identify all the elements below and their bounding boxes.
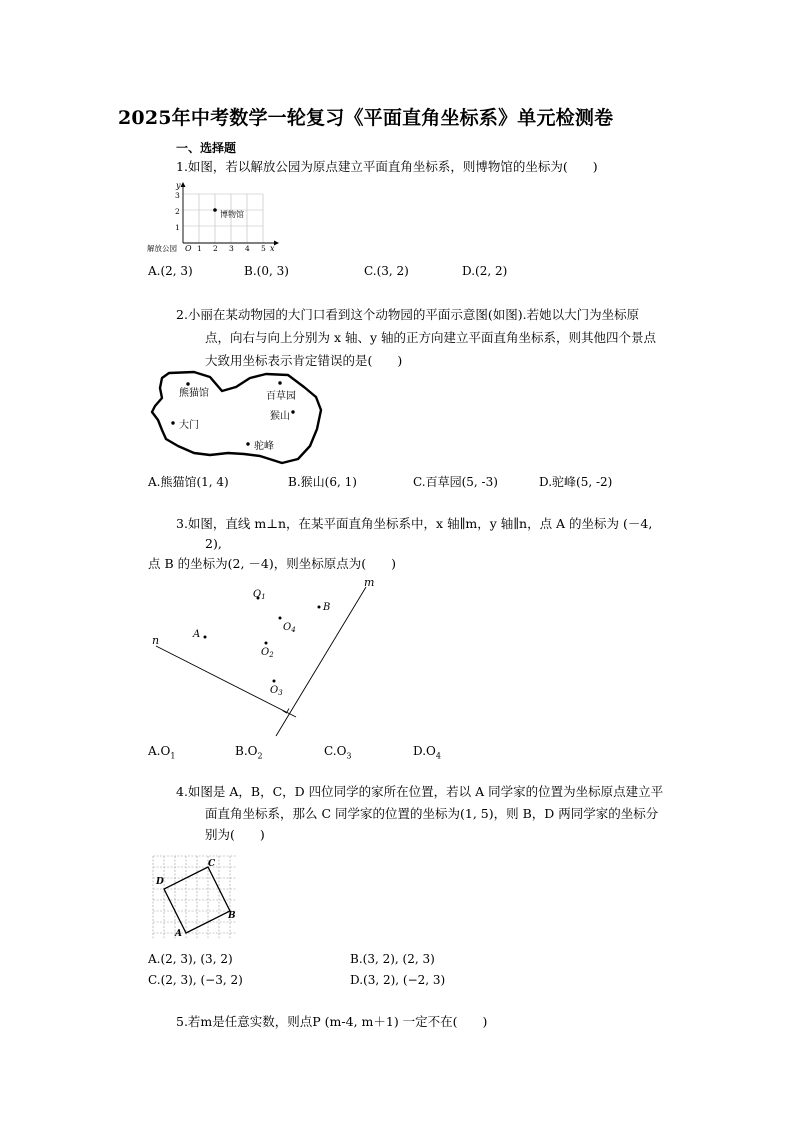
question-3-stem-line: 2),: [205, 536, 222, 551]
x-tick-label: 3: [229, 244, 234, 253]
point-b-label: B: [228, 911, 236, 921]
option-b: B.(3, 2), (2, 3): [350, 952, 435, 966]
question-4-figure: [148, 852, 240, 940]
point-a-label: A: [193, 629, 201, 640]
x-tick-label: 2: [213, 244, 218, 253]
m-label: m: [364, 576, 375, 589]
option-b: B.(0, 3): [244, 264, 289, 278]
option-d: D.驼峰(5, -2): [539, 475, 613, 489]
question-1-stem: 1.如图，若以解放公园为原点建立平面直角坐标系，则博物馆的坐标为( ): [176, 159, 598, 174]
option-c: C.(2, 3), (−3, 2): [148, 973, 243, 987]
question-3-figure: [148, 574, 380, 740]
museum-label: 博物馆: [220, 210, 244, 219]
museum-point: [213, 208, 217, 212]
y-tick-label: 2: [175, 207, 180, 216]
question-4-stem-line: 4.如图是 A，B，C，D 四位同学的家所在位置，若以 A 同学家的位置为坐标原点建立平: [176, 784, 664, 799]
panda-house-label: 熊猫馆: [179, 388, 209, 399]
origin-label: O: [185, 244, 192, 253]
question-2-stem-line: 大致用坐标表示肯定错误的是( ): [205, 353, 403, 368]
option-a: A.熊猫馆(1, 4): [148, 475, 229, 489]
x-axis-label: x: [270, 244, 275, 253]
y-axis-label: y: [176, 181, 181, 190]
point-d-label: D: [156, 877, 164, 887]
point-o4-label: $O_4$: [283, 622, 296, 634]
question-2-zoo-map: [148, 366, 330, 468]
option-d: D.(3, 2), (−2, 3): [350, 973, 446, 987]
question-3-stem-line: 3.如图，直线 m⊥n，在某平面直角坐标系中，x 轴∥m，y 轴∥n，点 A 的坐标为 (－4,: [176, 516, 653, 531]
origin-name: 解放公园: [147, 244, 177, 253]
option-a: $A.O_1$: [148, 744, 176, 761]
section-heading: 一、选择题: [176, 141, 237, 155]
option-c: C.(3, 2): [364, 264, 409, 278]
point-b-label: B: [323, 602, 331, 613]
question-2-stem-line: 2.小丽在某动物园的大门口看到这个动物园的平面示意图(如图).若她以大门为坐标原: [176, 307, 640, 322]
option-d: D.(2, 2): [462, 264, 508, 278]
question-3-stem-line: 点 B 的坐标为(2, －4)，则坐标原点为( ): [148, 556, 396, 571]
question-2-stem-line: 点，向右与向上分别为 x 轴、y 轴的正方向建立平面直角坐标系，则其他四个景点: [205, 330, 657, 345]
question-4-stem-line: 面直角坐标系，那么 C 同学家的位置的坐标为(1, 5)，则 B，D 两同学家的坐标分: [205, 806, 659, 821]
x-tick-label: 5: [261, 244, 266, 253]
y-tick-label: 1: [175, 223, 180, 232]
option-d: $D.O_4$: [413, 744, 441, 761]
question-4-stem-line: 别为( ): [205, 827, 265, 842]
monkey-hill-label: 猴山: [270, 411, 290, 422]
option-c: C.百草园(5, -3): [413, 475, 498, 489]
point-o2-label: $O_2$: [261, 647, 274, 659]
x-tick-label: 1: [197, 244, 202, 253]
question-5-stem: 5.若m是任意实数，则点P (m-4, m＋1) 一定不在( ): [176, 1014, 488, 1029]
n-label: n: [152, 634, 160, 647]
option-a: A.(2, 3): [148, 264, 193, 278]
page-title: 2025年中考数学一轮复习《平面直角坐标系》单元检测卷: [118, 107, 614, 129]
option-b: $B.O_2$: [235, 744, 263, 761]
option-a: A.(2, 3), (3, 2): [148, 952, 233, 966]
point-c-label: C: [208, 859, 216, 869]
question-1-figure: [144, 178, 284, 254]
y-tick-label: 3: [175, 191, 180, 200]
point-o1-label: $O_1$: [253, 589, 266, 601]
x-tick-label: 4: [245, 244, 250, 253]
gate-label: 大门: [179, 420, 199, 431]
option-b: B.猴山(6, 1): [288, 475, 357, 489]
option-c: $C.O_3$: [324, 744, 352, 761]
camel-label: 驼峰: [254, 441, 274, 452]
right-angle-mark: [283, 709, 290, 714]
point-a-label: A: [175, 929, 182, 939]
herb-garden-label: 百草园: [266, 391, 296, 402]
zoo-boundary: [152, 372, 321, 463]
point-o3-label: $O_3$: [270, 685, 283, 697]
